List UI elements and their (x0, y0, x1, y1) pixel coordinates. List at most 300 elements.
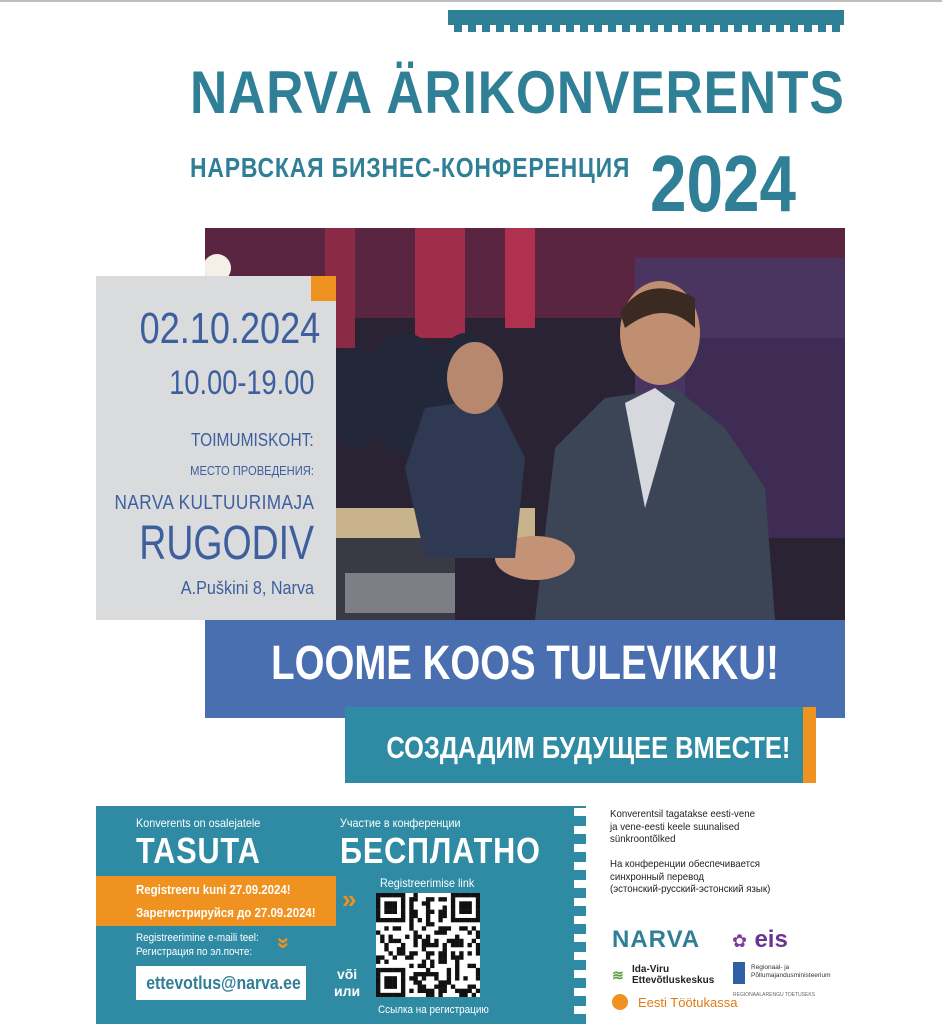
qr-module (376, 930, 380, 934)
translation-note-et-line: Konverentsil tagatakse eesti-vene (610, 808, 755, 820)
qr-module (401, 901, 405, 905)
qr-module (422, 943, 426, 947)
qr-module (451, 901, 455, 905)
conference-year: 2024 (650, 139, 796, 228)
qr-module (413, 897, 417, 901)
qr-module (430, 943, 434, 947)
qr-module (443, 989, 447, 993)
qr-module (476, 951, 480, 955)
qr-module (459, 926, 463, 930)
narva-logo: NARVA (612, 926, 701, 953)
ministry-name-line: Põllumajandusministeerium (751, 972, 831, 979)
reg-deadline-ru: Зарегистрируйся до 27.09.2024! (136, 905, 316, 920)
qr-module (388, 976, 392, 980)
qr-module (468, 951, 472, 955)
qr-module (409, 897, 413, 901)
qr-module (376, 980, 380, 984)
ticket-perforation (574, 808, 586, 1024)
qr-module (393, 955, 397, 959)
qr-module (455, 976, 459, 980)
ministry-name (751, 964, 830, 980)
qr-module (376, 972, 380, 976)
qr-module (459, 993, 463, 997)
qr-module (397, 968, 401, 972)
qr-module (476, 930, 480, 934)
translation-note-ru (610, 858, 770, 896)
qr-module (418, 985, 422, 989)
venue-name-line2: RUGODIV (139, 517, 314, 570)
qr-module (447, 968, 451, 972)
qr-module (472, 939, 476, 943)
qr-module (384, 926, 388, 930)
qr-module (468, 918, 472, 922)
qr-module (430, 989, 434, 993)
event-date: 02.10.2024 (139, 304, 320, 353)
qr-module (376, 901, 380, 905)
qr-module (413, 935, 417, 939)
qr-module (393, 910, 397, 914)
qr-module (380, 993, 384, 997)
qr-module (447, 980, 451, 984)
qr-module (443, 914, 447, 918)
qr-module (426, 935, 430, 939)
ida-viru-name-line: Ida-Viru (632, 964, 670, 975)
qr-module (384, 993, 388, 997)
qr-module (397, 951, 401, 955)
qr-module (451, 893, 455, 897)
qr-module (426, 897, 430, 901)
qr-module (443, 980, 447, 984)
translation-note-et-line: ja vene-eesti keele suunalised (610, 820, 740, 833)
qr-module (447, 972, 451, 976)
qr-module (388, 901, 392, 905)
qr-module (476, 914, 480, 918)
qr-module (418, 980, 422, 984)
qr-module (443, 897, 447, 901)
qr-module (455, 918, 459, 922)
qr-module (463, 893, 467, 897)
qr-module (426, 918, 430, 922)
slogan-estonian: LOOME KOOS TULEVIKKU! (271, 637, 779, 690)
qr-module (443, 926, 447, 930)
slogan-russian: СОЗДАДИМ БУДУЩЕЕ ВМЕСТЕ! (386, 730, 791, 765)
qr-module (455, 968, 459, 972)
qr-module (401, 910, 405, 914)
qr-module (401, 993, 405, 997)
qr-module (463, 910, 467, 914)
qr-module (443, 947, 447, 951)
qr-module (401, 943, 405, 947)
qr-module (447, 976, 451, 980)
email-label-ru: Регистрация по эл.почте: (136, 946, 253, 958)
qr-module (438, 985, 442, 989)
qr-module (463, 918, 467, 922)
qr-module (384, 947, 388, 951)
eis-flower-icon: ✿ (732, 931, 748, 951)
qr-module (380, 918, 384, 922)
qr-module (472, 926, 476, 930)
event-time: 10.00-19.00 (168, 364, 314, 402)
qr-module (468, 943, 472, 947)
qr-module (438, 914, 442, 918)
qr-module (409, 964, 413, 968)
qr-module (451, 905, 455, 909)
qr-module (476, 943, 480, 947)
tootukassa-name: Eesti Töötukassa (638, 995, 738, 1010)
qr-module (434, 976, 438, 980)
qr-module (459, 989, 463, 993)
qr-module (413, 980, 417, 984)
qr-module (409, 951, 413, 955)
qr-module (430, 910, 434, 914)
reg-deadline-et: Registreeru kuni 27.09.2024! (136, 882, 291, 897)
eis-logo-text: eis (754, 926, 788, 953)
qr-module (384, 960, 388, 964)
qr-module (472, 893, 476, 897)
qr-module (472, 993, 476, 997)
qr-module (459, 955, 463, 959)
registration-email-link[interactable]: ettevotlus@narva.ee (146, 973, 301, 993)
qr-module (468, 930, 472, 934)
qr-module (468, 985, 472, 989)
qr-module (422, 964, 426, 968)
qr-module (422, 901, 426, 905)
qr-module (426, 951, 430, 955)
qr-module (409, 910, 413, 914)
qr-module (388, 968, 392, 972)
qr-module (430, 922, 434, 926)
qr-module (422, 926, 426, 930)
qr-module (443, 930, 447, 934)
qr-module (413, 930, 417, 934)
qr-module (476, 910, 480, 914)
top-border (0, 0, 942, 2)
email-label-et: Registreerimine e-maili teel: (136, 932, 259, 944)
qr-module (376, 960, 380, 964)
qr-module (401, 947, 405, 951)
qr-module (418, 964, 422, 968)
qr-module (388, 935, 392, 939)
qr-module (376, 893, 380, 897)
tootukassa-mark-icon (612, 994, 628, 1010)
qr-module (413, 914, 417, 918)
free-et: TASUTA (136, 830, 261, 871)
qr-module (401, 905, 405, 909)
qr-module (438, 993, 442, 997)
qr-module (388, 893, 392, 897)
qr-module (459, 939, 463, 943)
qr-module (393, 901, 397, 905)
qr-module (426, 905, 430, 909)
qr-module (401, 980, 405, 984)
qr-module (455, 943, 459, 947)
qr-module (476, 935, 480, 939)
qr-module (413, 951, 417, 955)
qr-module (393, 976, 397, 980)
ministry-subline: REGIONAALARENGU TOETUSEKS (733, 992, 816, 998)
qr-module (413, 893, 417, 897)
translation-note-ru-line: (эстонский-русский-эстонский язык) (610, 883, 771, 895)
qr-module (388, 980, 392, 984)
free-ru: БЕСПЛАТНО (340, 830, 541, 871)
orange-accent-square (311, 276, 336, 301)
qr-module (401, 968, 405, 972)
qr-module (397, 947, 401, 951)
qr-module (401, 918, 405, 922)
qr-module (455, 972, 459, 976)
free-label-et: Konverents on osalejatele (136, 816, 261, 830)
qr-module (438, 980, 442, 984)
qr-module (409, 926, 413, 930)
qr-module (468, 964, 472, 968)
qr-module (468, 901, 472, 905)
qr-module (376, 985, 380, 989)
chevron-down-icon: » (272, 936, 298, 950)
reg-link-label: Registreerimise link (380, 876, 475, 890)
qr-module (388, 905, 392, 909)
qr-module (476, 972, 480, 976)
qr-module (413, 976, 417, 980)
qr-module (384, 976, 388, 980)
qr-module (447, 939, 451, 943)
qr-module (376, 910, 380, 914)
qr-module (451, 897, 455, 901)
qr-module (476, 968, 480, 972)
qr-module (430, 897, 434, 901)
qr-module (376, 905, 380, 909)
qr-module (409, 914, 413, 918)
qr-module (422, 985, 426, 989)
qr-module (455, 964, 459, 968)
qr-module (384, 901, 388, 905)
qr-module (438, 951, 442, 955)
qr-module (413, 943, 417, 947)
qr-module (472, 918, 476, 922)
ida-viru-name (632, 964, 714, 986)
qr-module (459, 918, 463, 922)
title-estonian: NARVA ÄRIKONVERENTS (190, 59, 845, 126)
ministry-name-line: Regionaal- ja (751, 964, 790, 971)
qr-module (401, 893, 405, 897)
qr-module (376, 914, 380, 918)
free-label-ru: Участие в конференции (340, 816, 461, 830)
qr-module (468, 893, 472, 897)
qr-module (476, 905, 480, 909)
qr-module (463, 905, 467, 909)
qr-module (393, 993, 397, 997)
qr-module (476, 901, 480, 905)
qr-module (451, 951, 455, 955)
qr-module (418, 972, 422, 976)
qr-module (426, 989, 430, 993)
qr-module (422, 972, 426, 976)
qr-module (380, 939, 384, 943)
qr-module (401, 951, 405, 955)
qr-module (426, 993, 430, 997)
reg-link-label-ru: Ссылка на регистрацию (378, 1004, 489, 1016)
qr-module (384, 918, 388, 922)
qr-module (405, 955, 409, 959)
qr-module (443, 985, 447, 989)
qr-module (376, 918, 380, 922)
qr-module (388, 939, 392, 943)
qr-module (468, 905, 472, 909)
qr-module (438, 897, 442, 901)
qr-module (463, 993, 467, 997)
qr-module (393, 893, 397, 897)
qr-module (422, 976, 426, 980)
venue-label-et: TOIMUMISKOHT: (191, 430, 314, 450)
qr-module (426, 922, 430, 926)
qr-module (451, 918, 455, 922)
or-label-et: või (336, 966, 358, 982)
decorative-film-perforation (448, 10, 844, 32)
qr-module (451, 985, 455, 989)
venue-name-line1: NARVA KULTUURIMAJA (114, 492, 314, 514)
qr-module (426, 910, 430, 914)
qr-module (397, 893, 401, 897)
qr-module (459, 951, 463, 955)
qr-module (418, 989, 422, 993)
qr-module (451, 914, 455, 918)
qr-module (401, 914, 405, 918)
qr-module (430, 951, 434, 955)
qr-module (443, 955, 447, 959)
qr-module (422, 989, 426, 993)
or-label (334, 966, 360, 1000)
qr-module (472, 964, 476, 968)
qr-module (476, 918, 480, 922)
qr-module (376, 976, 380, 980)
qr-module (401, 985, 405, 989)
qr-module (409, 901, 413, 905)
qr-module (451, 939, 455, 943)
qr-module (418, 935, 422, 939)
qr-module (463, 901, 467, 905)
qr-module (401, 972, 405, 976)
qr-module (447, 926, 451, 930)
qr-module (476, 897, 480, 901)
qr-module (409, 918, 413, 922)
qr-module (426, 943, 430, 947)
qr-module (380, 893, 384, 897)
qr-module (384, 910, 388, 914)
qr-module (443, 905, 447, 909)
qr-module (476, 976, 480, 980)
qr-module (455, 939, 459, 943)
qr-module (434, 972, 438, 976)
qr-module (384, 968, 388, 972)
ida-viru-mark-icon: ≋ (612, 967, 624, 983)
qr-module (409, 905, 413, 909)
qr-module (376, 989, 380, 993)
qr-module (438, 960, 442, 964)
qr-module (426, 968, 430, 972)
eis-logo (732, 926, 788, 954)
venue-address: A.Puškini 8, Narva (180, 578, 314, 598)
translation-note-ru-line: На конференции обеспечивается (610, 858, 761, 870)
qr-module (443, 910, 447, 914)
qr-module (459, 901, 463, 905)
qr-module (430, 964, 434, 968)
qr-module (388, 918, 392, 922)
qr-module (388, 910, 392, 914)
qr-module (434, 985, 438, 989)
qr-module (401, 989, 405, 993)
qr-module (422, 960, 426, 964)
qr-module (455, 893, 459, 897)
qr-module (476, 893, 480, 897)
qr-module (380, 968, 384, 972)
ida-viru-name-line: Ettevõtluskeskus (632, 975, 715, 986)
qr-module (388, 985, 392, 989)
qr-module (443, 951, 447, 955)
qr-module (405, 935, 409, 939)
qr-module (393, 926, 397, 930)
qr-module (434, 930, 438, 934)
qr-module (380, 955, 384, 959)
qr-module (476, 989, 480, 993)
qr-module (397, 993, 401, 997)
qr-module (434, 939, 438, 943)
qr-module (459, 943, 463, 947)
qr-module (384, 985, 388, 989)
qr-module (384, 943, 388, 947)
registration-qr-code[interactable] (376, 893, 480, 997)
qr-module (376, 968, 380, 972)
qr-module (459, 905, 463, 909)
translation-note-et-line: sünkroontõlked (610, 833, 676, 845)
qr-module (438, 955, 442, 959)
qr-module (413, 972, 417, 976)
qr-module (438, 989, 442, 993)
qr-module (463, 976, 467, 980)
qr-module (463, 926, 467, 930)
qr-module (451, 910, 455, 914)
qr-module (426, 914, 430, 918)
qr-module (476, 947, 480, 951)
qr-module (397, 926, 401, 930)
venue-label-ru: МЕСТО ПРОВЕДЕНИЯ: (190, 463, 314, 478)
translation-note-et (610, 808, 755, 846)
qr-module (426, 972, 430, 976)
qr-module (393, 968, 397, 972)
qr-module (455, 935, 459, 939)
qr-module (409, 922, 413, 926)
qr-module (430, 972, 434, 976)
orange-accent-bar (803, 707, 816, 783)
qr-module (468, 910, 472, 914)
qr-module (459, 893, 463, 897)
qr-module (401, 897, 405, 901)
qr-module (376, 993, 380, 997)
qr-module (438, 926, 442, 930)
qr-module (393, 939, 397, 943)
qr-module (426, 955, 430, 959)
qr-module (409, 976, 413, 980)
qr-module (422, 939, 426, 943)
qr-module (438, 910, 442, 914)
qr-module (393, 918, 397, 922)
qr-module (438, 918, 442, 922)
qr-module (376, 897, 380, 901)
qr-module (413, 939, 417, 943)
qr-module (443, 943, 447, 947)
qr-module (443, 960, 447, 964)
qr-module (376, 955, 380, 959)
qr-module (388, 951, 392, 955)
qr-module (393, 905, 397, 909)
